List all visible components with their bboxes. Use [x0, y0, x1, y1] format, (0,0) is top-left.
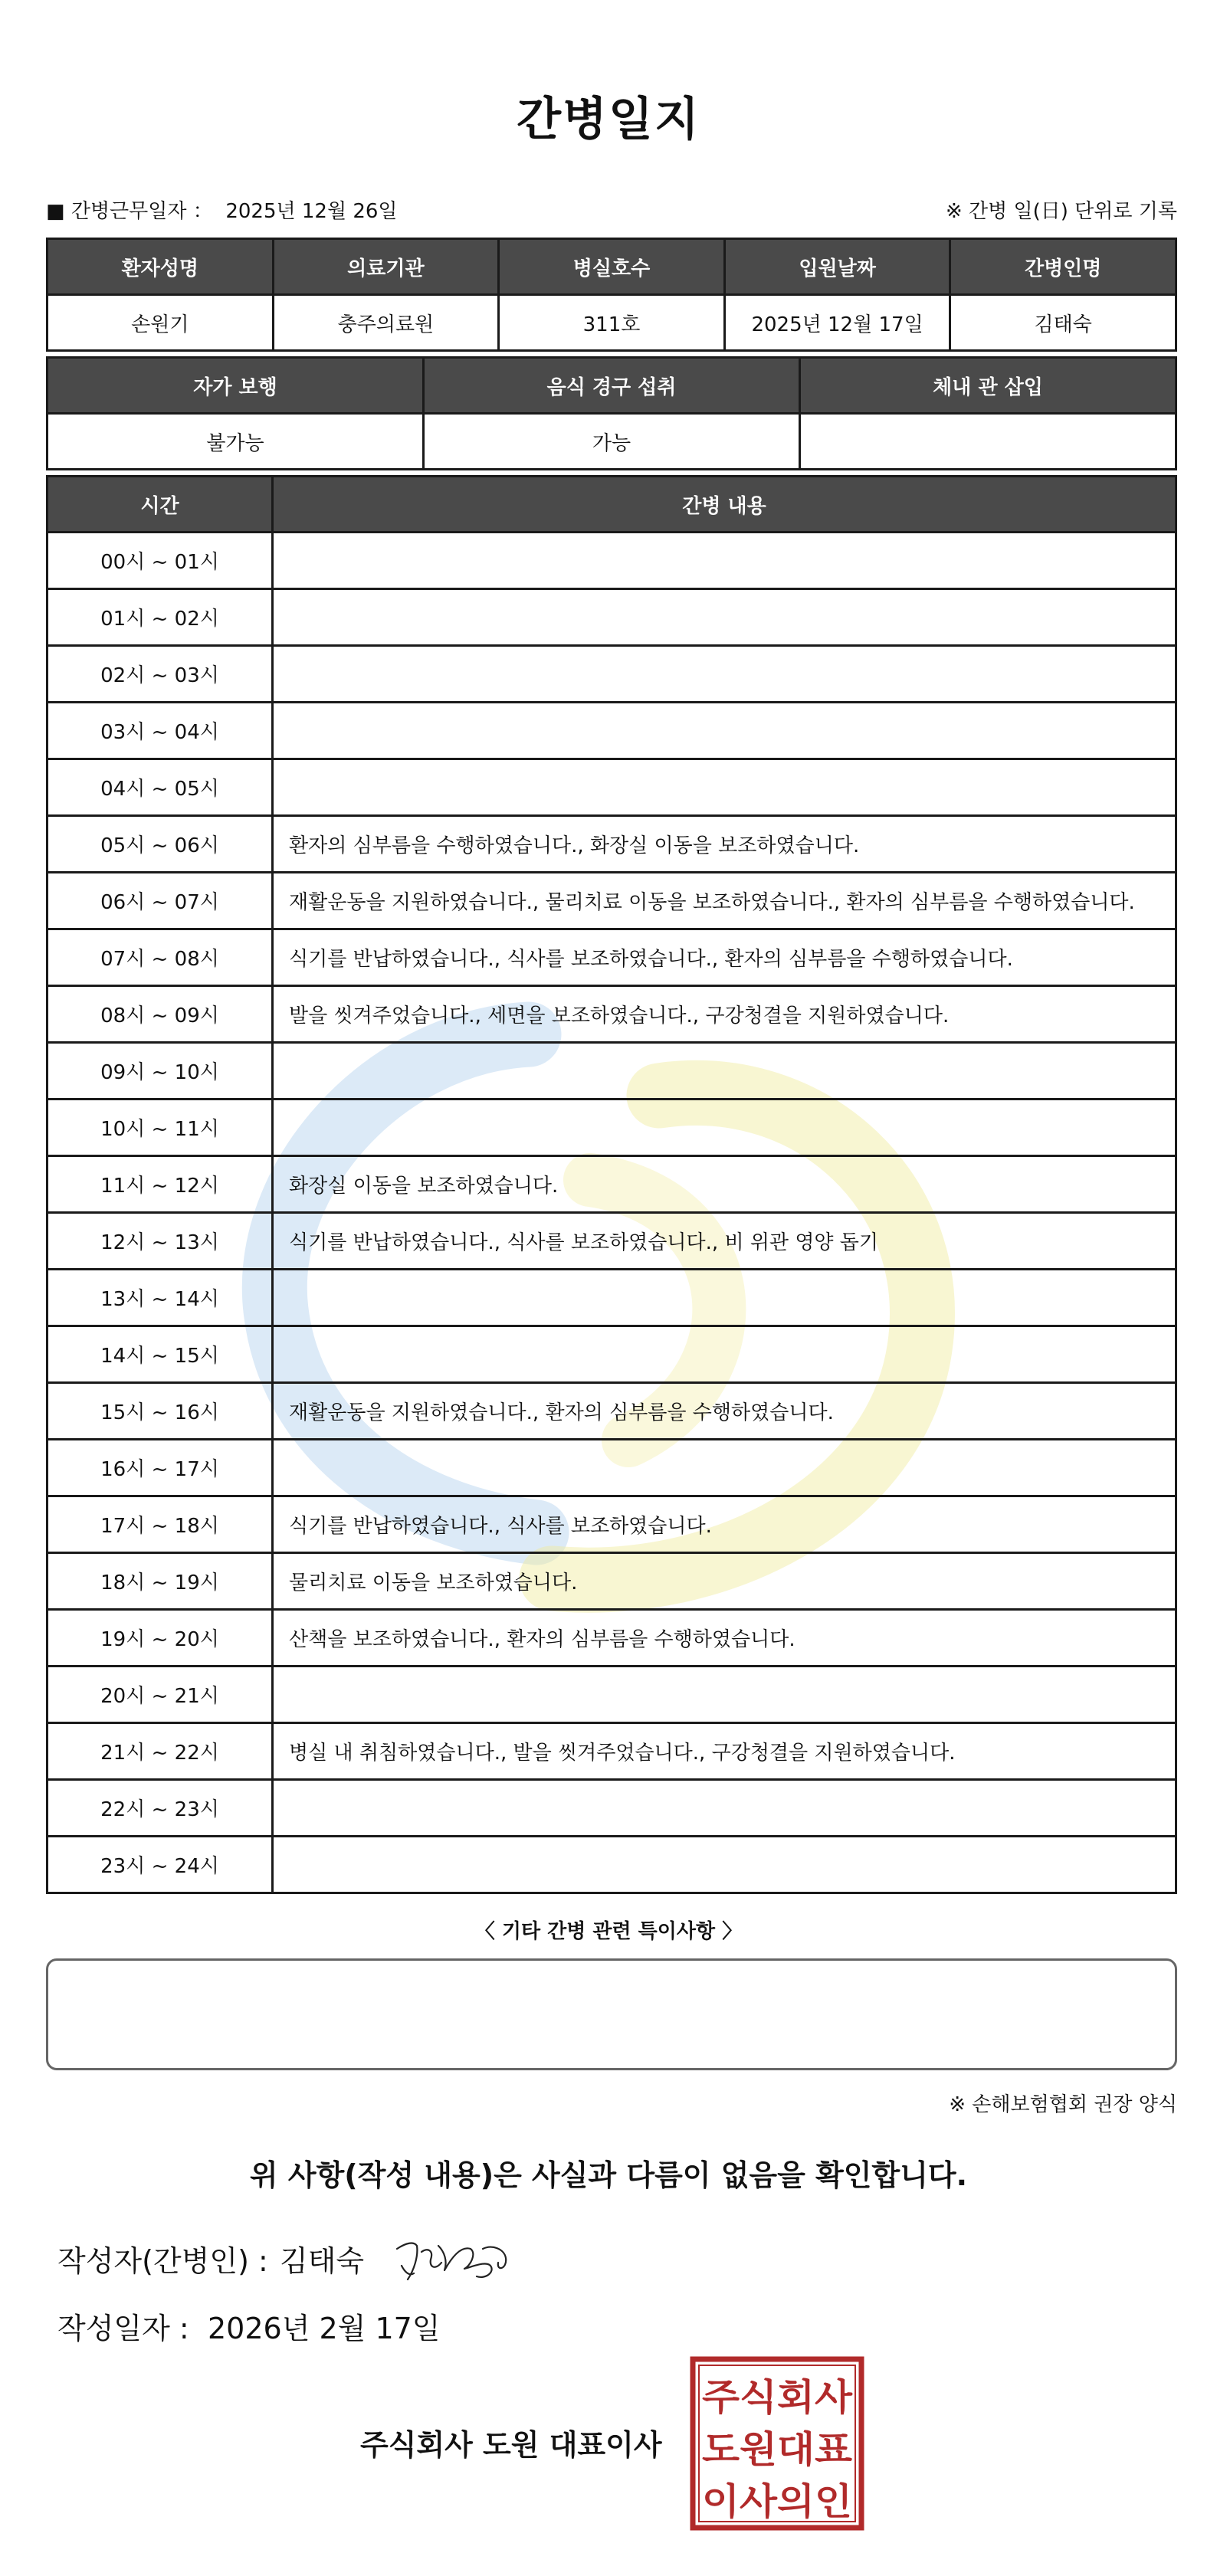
header-self-walking: 자가 보행: [48, 358, 424, 414]
log-content: 화장실 이동을 보조하였습니다.: [273, 1156, 1176, 1213]
log-time: 21시 ~ 22시: [48, 1723, 273, 1780]
log-content: 식기를 반납하였습니다., 식사를 보조하였습니다., 환자의 심부름을 수행하였습니다.: [273, 929, 1176, 986]
company-seal: [690, 2356, 864, 2531]
log-content: [273, 1100, 1176, 1156]
header-patient-name: 환자성명: [48, 239, 274, 295]
write-date-line: [57, 2305, 441, 2347]
header-time: 시간: [48, 477, 273, 533]
log-time: 18시 ~ 19시: [48, 1553, 273, 1610]
log-time: 02시 ~ 03시: [48, 646, 273, 703]
log-content: [273, 1667, 1176, 1723]
log-time: 07시 ~ 08시: [48, 929, 273, 986]
header-admission-date: 입원날짜: [724, 239, 950, 295]
log-content: [273, 1043, 1176, 1100]
care-log-table: [46, 475, 1177, 1894]
tube-insertion-value: [800, 414, 1176, 470]
log-row: [48, 589, 1176, 646]
header-room: 병실호수: [499, 239, 725, 295]
header-tube-insertion: 체내 관 삽입: [800, 358, 1176, 414]
room-number: 311호: [499, 295, 725, 351]
log-content: [273, 1780, 1176, 1837]
patient-info-value-row: [48, 295, 1176, 351]
log-content: 병실 내 취침하였습니다., 발을 씻겨주었습니다., 구강청결을 지원하였습니다.: [273, 1723, 1176, 1780]
log-row: [48, 1610, 1176, 1667]
log-row: [48, 646, 1176, 703]
log-row: [48, 703, 1176, 759]
log-content: 물리치료 이동을 보조하였습니다.: [273, 1553, 1176, 1610]
work-date-value: 2025년 12월 26일: [225, 200, 398, 223]
log-content: [273, 759, 1176, 816]
log-row: [48, 1667, 1176, 1723]
svg-text:주식회사: 주식회사: [702, 2376, 853, 2419]
oral-intake-value: 가능: [424, 414, 800, 470]
log-time: 11시 ~ 12시: [48, 1156, 273, 1213]
log-row: [48, 929, 1176, 986]
work-date-label: ■ 간병근무일자 ：: [46, 200, 213, 223]
log-time: 13시 ~ 14시: [48, 1270, 273, 1326]
hospital-name: 충주의료원: [273, 295, 499, 351]
log-row: [48, 873, 1176, 929]
log-content: [273, 589, 1176, 646]
log-content: [273, 533, 1176, 589]
log-content: 식기를 반납하였습니다., 식사를 보조하였습니다.: [273, 1496, 1176, 1553]
log-content: 재활운동을 지원하였습니다., 환자의 심부름을 수행하였습니다.: [273, 1383, 1176, 1440]
confirmation-statement: 위 사항(작성 내용)은 사실과 다름이 없음을 확인합니다.: [249, 2158, 968, 2192]
recommend-note: ※ 손해보험협회 권장 양식: [949, 2093, 1177, 2116]
log-time: 14시 ~ 15시: [48, 1326, 273, 1383]
log-row: [48, 1496, 1176, 1553]
log-row: [48, 1780, 1176, 1837]
log-time: 16시 ~ 17시: [48, 1440, 273, 1496]
log-content: 산책을 보조하였습니다., 환자의 심부름을 수행하였습니다.: [273, 1610, 1176, 1667]
log-content: 재활운동을 지원하였습니다., 물리치료 이동을 보조하였습니다., 환자의 심부름을 수행하였습니다.: [273, 873, 1176, 929]
log-time: 05시 ~ 06시: [48, 816, 273, 873]
document-title: 간병일지: [517, 93, 700, 146]
notes-title: 〈 기타 간병 관련 특이사항 〉: [474, 1920, 743, 1943]
header-care-content: 간병 내용: [273, 477, 1176, 533]
log-time: 20시 ~ 21시: [48, 1667, 273, 1723]
header-hospital: 의료기관: [273, 239, 499, 295]
svg-text:도원대표: 도원대표: [702, 2428, 853, 2471]
log-row: [48, 759, 1176, 816]
work-date-line: [46, 195, 398, 224]
log-content: [273, 646, 1176, 703]
log-row: [48, 1723, 1176, 1780]
log-content: [273, 703, 1176, 759]
company-name: 주식회사 도원 대표이사: [360, 2428, 662, 2462]
svg-text:이사의인: 이사의인: [702, 2480, 852, 2523]
log-content: [273, 1270, 1176, 1326]
log-content: 식기를 반납하였습니다., 식사를 보조하였습니다., 비 위관 영양 돕기: [273, 1213, 1176, 1270]
self-walking-value: 불가능: [48, 414, 424, 470]
header-caregiver: 간병인명: [950, 239, 1176, 295]
log-content: [273, 1440, 1176, 1496]
writer-line: [57, 2237, 364, 2279]
log-time: 23시 ~ 24시: [48, 1837, 273, 1893]
record-note: ※ 간병 일(日) 단위로 기록: [945, 200, 1177, 223]
log-time: 01시 ~ 02시: [48, 589, 273, 646]
patient-info-header-row: [48, 239, 1176, 295]
log-row: [48, 1326, 1176, 1383]
log-row: [48, 986, 1176, 1043]
log-time: 15시 ~ 16시: [48, 1383, 273, 1440]
log-time: 12시 ~ 13시: [48, 1213, 273, 1270]
log-time: 03시 ~ 04시: [48, 703, 273, 759]
log-time: 00시 ~ 01시: [48, 533, 273, 589]
log-time: 04시 ~ 05시: [48, 759, 273, 816]
log-content: 발을 씻겨주었습니다., 세면을 보조하였습니다., 구강청결을 지원하였습니다.: [273, 986, 1176, 1043]
log-row: [48, 1100, 1176, 1156]
status-value-row: [48, 414, 1176, 470]
patient-info-table: [46, 238, 1177, 352]
notes-box: [46, 1958, 1177, 2070]
log-content: [273, 1837, 1176, 1893]
patient-status-table: [46, 356, 1177, 470]
header-oral-intake: 음식 경구 섭취: [424, 358, 800, 414]
log-row: [48, 1156, 1176, 1213]
writer-label: 작성자(간병인) :: [57, 2244, 268, 2278]
log-row: [48, 1553, 1176, 1610]
log-time: 08시 ~ 09시: [48, 986, 273, 1043]
status-header-row: [48, 358, 1176, 414]
log-row: [48, 1383, 1176, 1440]
log-row: [48, 1270, 1176, 1326]
log-row: [48, 1213, 1176, 1270]
write-date-label: 작성일자 :: [57, 2312, 189, 2345]
patient-name: 손원기: [48, 295, 274, 351]
log-row: [48, 816, 1176, 873]
log-content: 환자의 심부름을 수행하였습니다., 화장실 이동을 보조하였습니다.: [273, 816, 1176, 873]
log-time: 09시 ~ 10시: [48, 1043, 273, 1100]
log-time: 19시 ~ 20시: [48, 1610, 273, 1667]
caregiver-name: 김태숙: [950, 295, 1176, 351]
write-date-value: 2026년 2월 17일: [208, 2312, 441, 2345]
log-content: [273, 1326, 1176, 1383]
care-log-header-row: [48, 477, 1176, 533]
signature: [391, 2226, 521, 2295]
writer-name: 김태숙: [280, 2244, 365, 2278]
log-row: [48, 533, 1176, 589]
log-time: 17시 ~ 18시: [48, 1496, 273, 1553]
log-row: [48, 1440, 1176, 1496]
admission-date: 2025년 12월 17일: [724, 295, 950, 351]
log-row: [48, 1837, 1176, 1893]
log-time: 22시 ~ 23시: [48, 1780, 273, 1837]
log-time: 06시 ~ 07시: [48, 873, 273, 929]
log-time: 10시 ~ 11시: [48, 1100, 273, 1156]
log-row: [48, 1043, 1176, 1100]
